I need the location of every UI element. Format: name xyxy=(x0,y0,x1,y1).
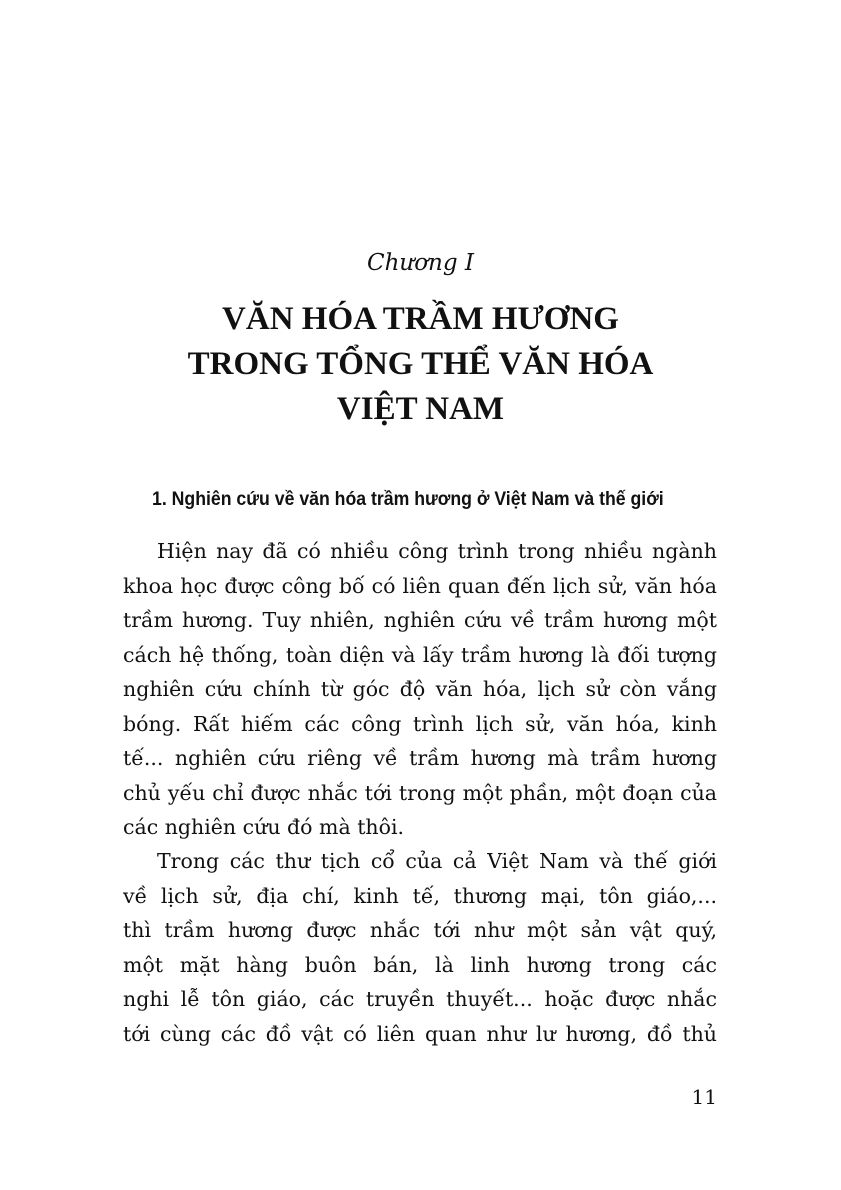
body-paragraph-1 xyxy=(123,534,717,845)
body-paragraph-2 xyxy=(123,844,717,1051)
text-line: một mặt hàng buôn bán, là linh hương trong các xyxy=(123,952,717,977)
text-line: cách hệ thống, toàn diện và lấy trầm hương là đối tượng xyxy=(123,642,717,667)
chapter-label: Chương I xyxy=(366,250,474,276)
text-line: Trong các thư tịch cổ của cả Việt Nam và thế giới xyxy=(157,849,717,873)
text-line: thì trầm hương được nhắc tới như một sản vật quý, xyxy=(123,918,717,942)
chapter-title xyxy=(0,297,841,432)
chapter-title-line: VIỆT NAM xyxy=(336,391,505,427)
text-line: các nghiên cứu đó mà thôi. xyxy=(123,815,405,839)
text-line: trầm hương. Tuy nhiên, nghiên cứu về trầm hương một xyxy=(123,608,717,632)
text-line: Hiện nay đã có nhiều công trình trong nhiều ngành xyxy=(157,539,717,563)
text-line: tới cùng các đồ vật có liên quan như lư hương, đồ thủ xyxy=(123,1021,717,1046)
chapter-title-line: TRONG TỔNG THỂ VĂN HÓA xyxy=(187,346,654,382)
text-line: tế... nghiên cứu riêng về trầm hương mà trầm hương xyxy=(123,746,717,770)
chapter-title-line: VĂN HÓA TRẦM HƯƠNG xyxy=(222,301,619,337)
page-number: 11 xyxy=(691,1085,717,1109)
text-line: nghiên cứu chính từ góc độ văn hóa, lịch sử còn vắng xyxy=(123,677,717,701)
text-line: chủ yếu chỉ được nhắc tới trong một phần, một đoạn của xyxy=(123,780,717,805)
text-line: nghi lễ tôn giáo, các truyền thuyết... hoặc được nhắc xyxy=(123,987,717,1011)
section-heading: 1. Nghiên cứu về văn hóa trầm hương ở Việt Nam và thế giới xyxy=(152,489,664,510)
text-line: bóng. Rất hiếm các công trình lịch sử, văn hóa, kinh xyxy=(123,711,717,736)
text-line: về lịch sử, địa chí, kinh tế, thương mại, tôn giáo,... xyxy=(123,883,717,908)
text-line: khoa học được công bố có liên quan đến lịch sử, văn hóa xyxy=(123,573,717,598)
